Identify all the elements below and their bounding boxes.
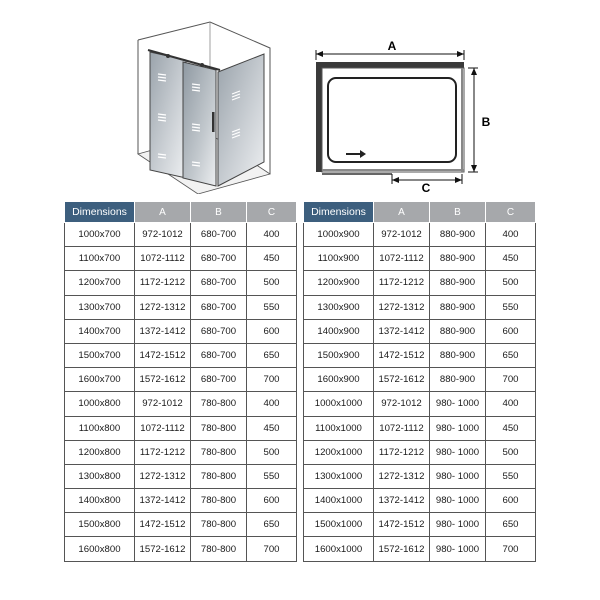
shower-enclosure-3d-illustration <box>128 14 278 194</box>
c-cell: 600 <box>247 489 297 513</box>
b-cell: 880-900 <box>430 368 486 392</box>
dimensions-cell: 1300x800 <box>65 464 135 488</box>
b-cell: 680-700 <box>191 247 247 271</box>
a-cell: 1572-1612 <box>374 368 430 392</box>
table-row <box>65 247 297 271</box>
a-cell: 1072-1112 <box>135 416 191 440</box>
dimension-label-b: B <box>481 115 491 129</box>
a-cell: 1472-1512 <box>135 343 191 367</box>
b-cell: 880-900 <box>430 271 486 295</box>
a-cell: 1072-1112 <box>374 416 430 440</box>
dimension-label-c: C <box>421 181 431 194</box>
a-cell: 1072-1112 <box>135 247 191 271</box>
c-cell: 600 <box>486 489 536 513</box>
c-cell: 450 <box>247 416 297 440</box>
table-row <box>65 368 297 392</box>
c-cell: 700 <box>247 368 297 392</box>
b-cell: 880-900 <box>430 247 486 271</box>
column-header-dimensions: Dimensions <box>65 202 135 223</box>
column-header-a: A <box>374 202 430 223</box>
b-cell: 980- 1000 <box>430 537 486 561</box>
dimensions-cell: 1200x1000 <box>304 440 374 464</box>
table-row <box>65 489 297 513</box>
dimensions-cell: 1400x900 <box>304 319 374 343</box>
b-cell: 980- 1000 <box>430 464 486 488</box>
dimensions-cell: 1300x1000 <box>304 464 374 488</box>
table-row <box>304 440 536 464</box>
a-cell: 1372-1412 <box>135 319 191 343</box>
table-row <box>304 223 536 247</box>
table-row <box>304 392 536 416</box>
b-cell: 680-700 <box>191 343 247 367</box>
dimensions-cell: 1500x1000 <box>304 513 374 537</box>
c-cell: 700 <box>486 537 536 561</box>
b-cell: 980- 1000 <box>430 513 486 537</box>
a-cell: 972-1012 <box>135 392 191 416</box>
c-cell: 500 <box>486 271 536 295</box>
c-cell: 550 <box>486 464 536 488</box>
c-cell: 500 <box>247 440 297 464</box>
c-cell: 400 <box>247 223 297 247</box>
a-cell: 1372-1412 <box>135 489 191 513</box>
a-cell: 1272-1312 <box>135 464 191 488</box>
dimensions-cell: 1400x800 <box>65 489 135 513</box>
b-cell: 780-800 <box>191 440 247 464</box>
table-row <box>65 223 297 247</box>
table-row <box>65 416 297 440</box>
c-cell: 600 <box>247 319 297 343</box>
dimensions-cell: 1000x700 <box>65 223 135 247</box>
column-header-a: A <box>135 202 191 223</box>
a-cell: 1272-1312 <box>374 295 430 319</box>
a-cell: 1472-1512 <box>374 343 430 367</box>
a-cell: 1272-1312 <box>374 464 430 488</box>
table-row <box>65 319 297 343</box>
a-cell: 1472-1512 <box>135 513 191 537</box>
dimensions-cell: 1200x700 <box>65 271 135 295</box>
a-cell: 1072-1112 <box>374 247 430 271</box>
table-row <box>304 295 536 319</box>
table-row <box>65 295 297 319</box>
a-cell: 1572-1612 <box>374 537 430 561</box>
b-cell: 680-700 <box>191 295 247 319</box>
c-cell: 450 <box>486 416 536 440</box>
dimensions-cell: 1200x900 <box>304 271 374 295</box>
c-cell: 400 <box>486 392 536 416</box>
dimensions-cell: 1400x1000 <box>304 489 374 513</box>
a-cell: 972-1012 <box>135 223 191 247</box>
b-cell: 980- 1000 <box>430 392 486 416</box>
dimensions-cell: 1400x700 <box>65 319 135 343</box>
table-row <box>65 537 297 561</box>
dimensions-cell: 1300x700 <box>65 295 135 319</box>
b-cell: 880-900 <box>430 223 486 247</box>
column-header-c: C <box>247 202 297 223</box>
shower-tray-plan-diagram <box>308 34 498 194</box>
b-cell: 780-800 <box>191 392 247 416</box>
table-row <box>304 489 536 513</box>
a-cell: 1172-1212 <box>374 440 430 464</box>
a-cell: 1272-1312 <box>135 295 191 319</box>
c-cell: 650 <box>486 343 536 367</box>
column-header-dimensions: Dimensions <box>304 202 374 223</box>
table-row <box>304 343 536 367</box>
a-cell: 1372-1412 <box>374 319 430 343</box>
table-header-row <box>65 202 297 223</box>
column-header-b: B <box>430 202 486 223</box>
a-cell: 1572-1612 <box>135 368 191 392</box>
b-cell: 680-700 <box>191 368 247 392</box>
b-cell: 680-700 <box>191 271 247 295</box>
column-header-c: C <box>486 202 536 223</box>
c-cell: 700 <box>247 537 297 561</box>
b-cell: 780-800 <box>191 416 247 440</box>
c-cell: 650 <box>486 513 536 537</box>
a-cell: 1172-1212 <box>135 271 191 295</box>
c-cell: 400 <box>247 392 297 416</box>
dimensions-cell: 1500x700 <box>65 343 135 367</box>
b-cell: 880-900 <box>430 319 486 343</box>
a-cell: 972-1012 <box>374 223 430 247</box>
table-row <box>65 513 297 537</box>
a-cell: 1172-1212 <box>374 271 430 295</box>
c-cell: 450 <box>247 247 297 271</box>
a-cell: 1372-1412 <box>374 489 430 513</box>
dimensions-cell: 1600x700 <box>65 368 135 392</box>
c-cell: 550 <box>247 464 297 488</box>
dimensions-cell: 1000x900 <box>304 223 374 247</box>
c-cell: 650 <box>247 343 297 367</box>
table-row <box>304 464 536 488</box>
dimension-label-a: A <box>387 39 397 53</box>
b-cell: 980- 1000 <box>430 416 486 440</box>
table-row <box>304 416 536 440</box>
dimensions-cell: 1200x800 <box>65 440 135 464</box>
table-row <box>65 440 297 464</box>
dimensions-cell: 1600x900 <box>304 368 374 392</box>
c-cell: 650 <box>247 513 297 537</box>
dimensions-cell: 1100x800 <box>65 416 135 440</box>
c-cell: 450 <box>486 247 536 271</box>
c-cell: 550 <box>247 295 297 319</box>
b-cell: 980- 1000 <box>430 440 486 464</box>
dimensions-cell: 1000x800 <box>65 392 135 416</box>
c-cell: 550 <box>486 295 536 319</box>
dimensions-table-900-1000 <box>303 201 536 562</box>
a-cell: 972-1012 <box>374 392 430 416</box>
a-cell: 1572-1612 <box>135 537 191 561</box>
dimensions-cell: 1600x1000 <box>304 537 374 561</box>
c-cell: 600 <box>486 319 536 343</box>
table-row <box>304 271 536 295</box>
dimensions-cell: 1000x1000 <box>304 392 374 416</box>
dimensions-cell: 1100x900 <box>304 247 374 271</box>
dimensions-cell: 1600x800 <box>65 537 135 561</box>
table-header-row <box>304 202 536 223</box>
dimensions-cell: 1100x1000 <box>304 416 374 440</box>
b-cell: 680-700 <box>191 319 247 343</box>
c-cell: 400 <box>486 223 536 247</box>
table-row <box>304 513 536 537</box>
c-cell: 500 <box>247 271 297 295</box>
column-header-b: B <box>191 202 247 223</box>
table-row <box>65 464 297 488</box>
table-row <box>65 271 297 295</box>
table-row <box>65 343 297 367</box>
dimensions-cell: 1500x800 <box>65 513 135 537</box>
dimensions-cell: 1100x700 <box>65 247 135 271</box>
table-row <box>304 247 536 271</box>
b-cell: 780-800 <box>191 513 247 537</box>
dimensions-cell: 1500x900 <box>304 343 374 367</box>
b-cell: 680-700 <box>191 223 247 247</box>
table-row <box>65 392 297 416</box>
b-cell: 880-900 <box>430 343 486 367</box>
b-cell: 780-800 <box>191 537 247 561</box>
dimensions-cell: 1300x900 <box>304 295 374 319</box>
c-cell: 500 <box>486 440 536 464</box>
table-row <box>304 319 536 343</box>
b-cell: 880-900 <box>430 295 486 319</box>
a-cell: 1472-1512 <box>374 513 430 537</box>
b-cell: 780-800 <box>191 464 247 488</box>
dimensions-table-700-800 <box>64 201 297 562</box>
a-cell: 1172-1212 <box>135 440 191 464</box>
b-cell: 780-800 <box>191 489 247 513</box>
table-row <box>304 368 536 392</box>
b-cell: 980- 1000 <box>430 489 486 513</box>
table-row <box>304 537 536 561</box>
c-cell: 700 <box>486 368 536 392</box>
